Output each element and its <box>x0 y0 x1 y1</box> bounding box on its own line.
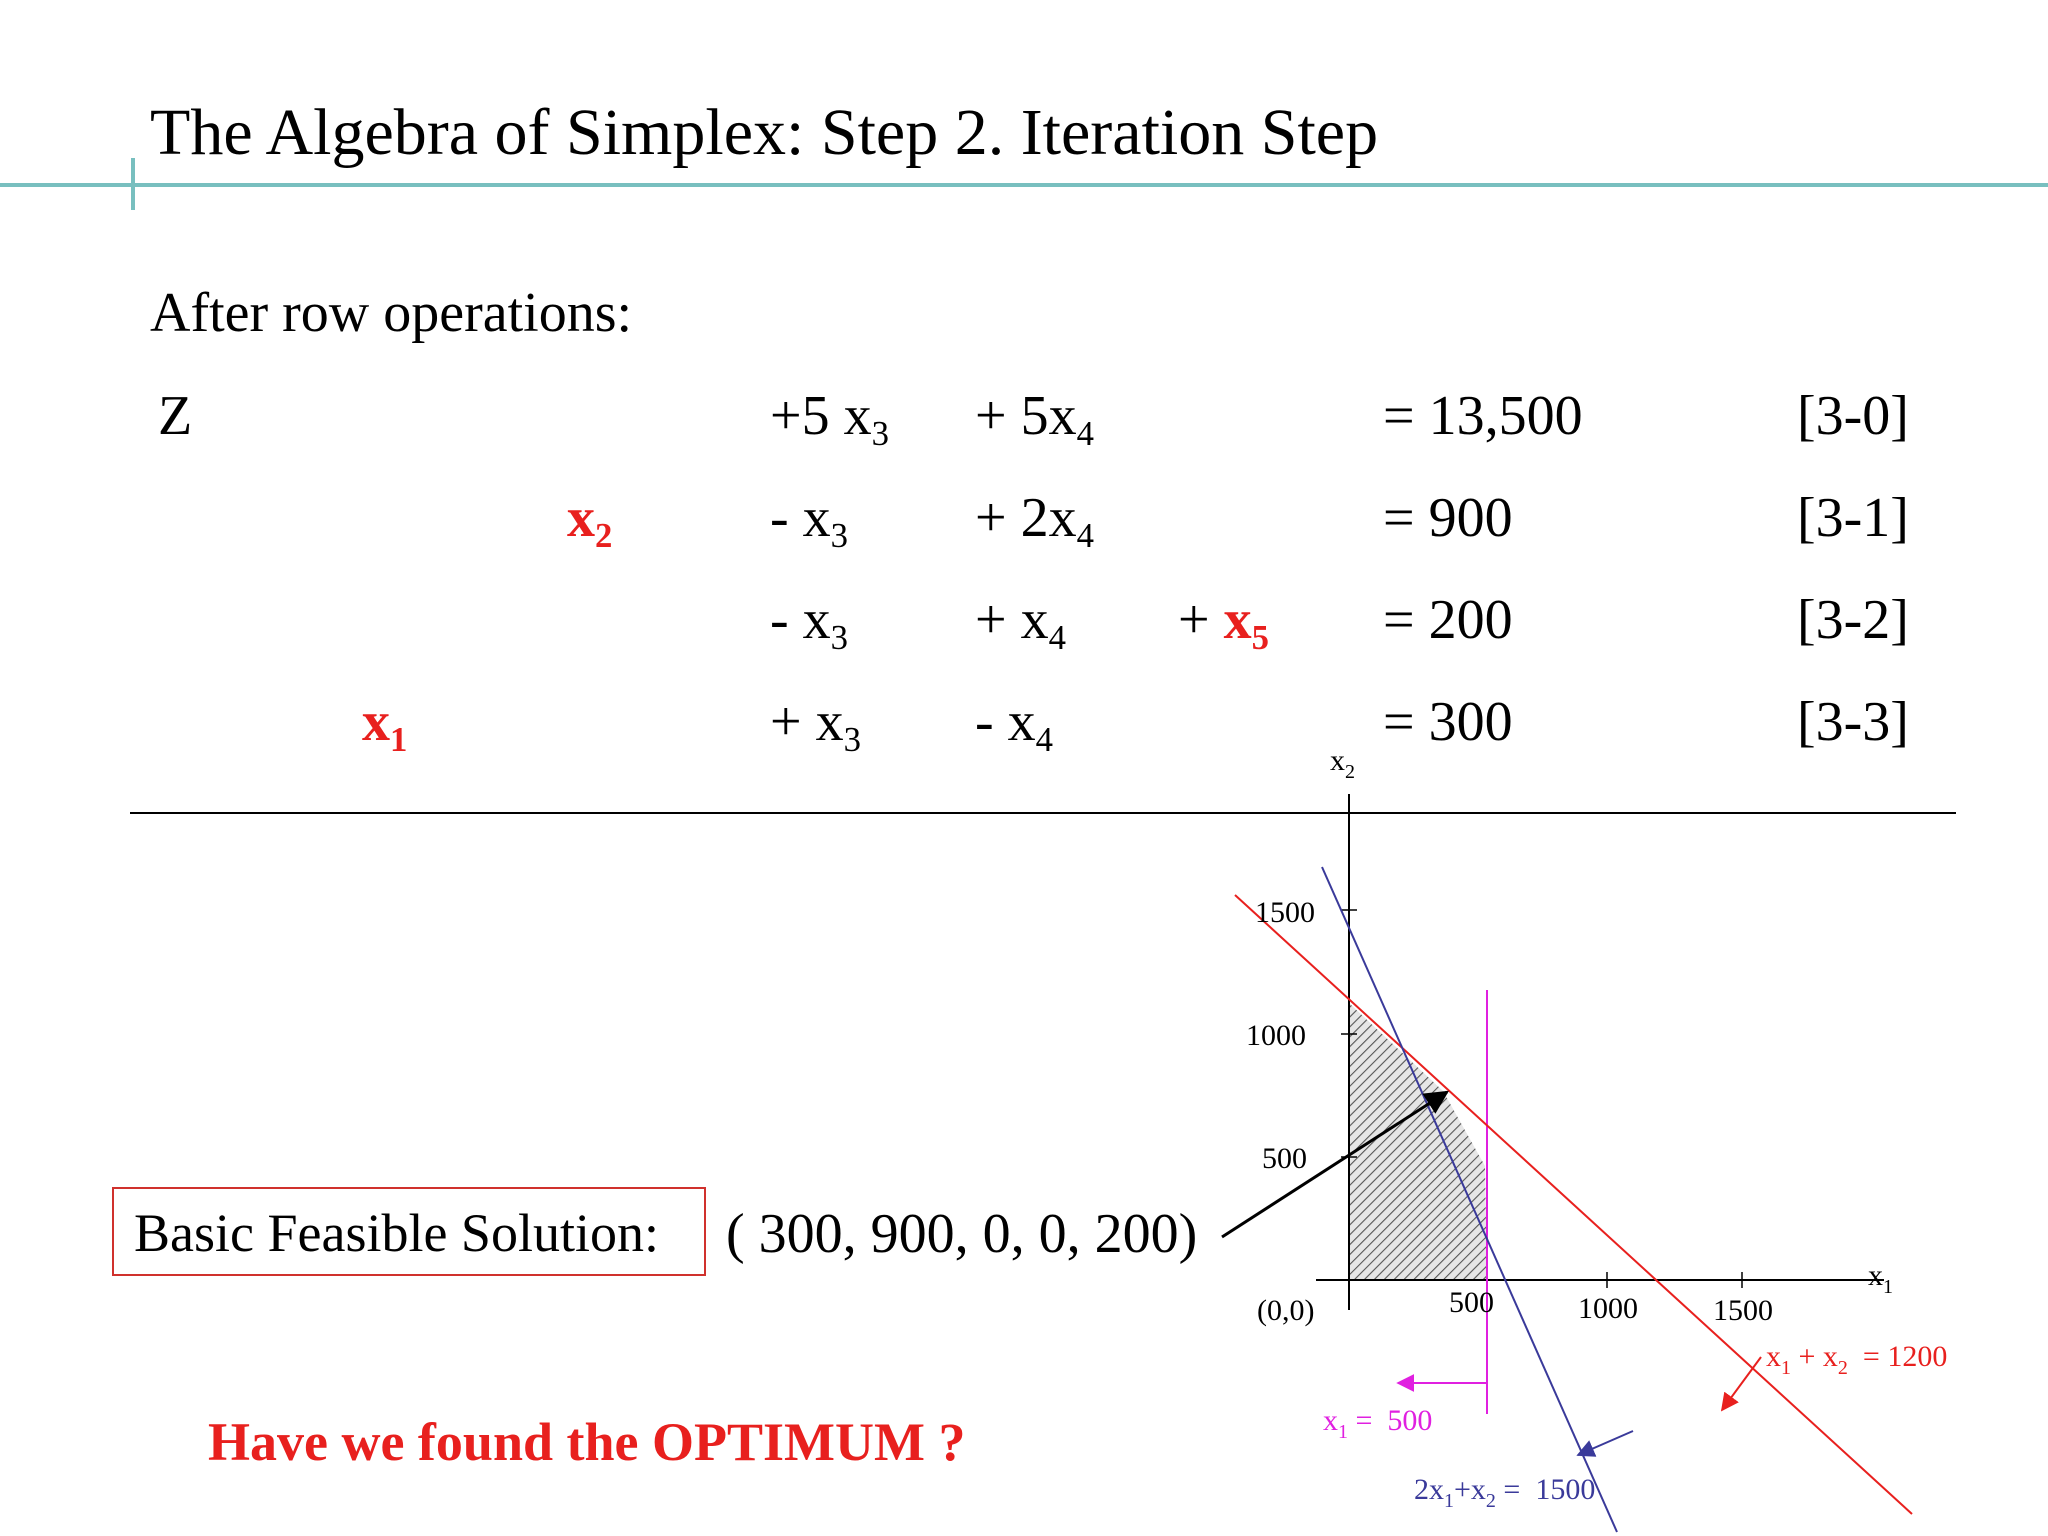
slide-title: The Algebra of Simplex: Step 2. Iteration Step <box>150 96 1379 169</box>
x4-term: - $x_4$ <box>975 691 1054 760</box>
x3-term: +5 $x_3$ <box>770 385 889 454</box>
x-tick-label: 500 <box>1449 1286 1494 1319</box>
optimum-question: Have we found the OPTIMUM ? <box>208 1412 966 1472</box>
x-tick-label: 1500 <box>1713 1294 1773 1327</box>
y-axis-label: $x_2$ <box>1330 744 1355 783</box>
z-variable: Z <box>158 385 193 447</box>
origin-label: (0,0) <box>1257 1294 1315 1327</box>
2x-direction-arrow <box>1578 1431 1633 1455</box>
equation-label: [3-1] <box>1797 487 1909 549</box>
rhs-value: = 300 <box>1383 691 1513 753</box>
bfs-value: ( 300, 900, 0, 0, 200) <box>726 1203 1198 1265</box>
equation-label: [3-2] <box>1797 589 1909 651</box>
x3-term: + $x_3$ <box>770 691 861 760</box>
equation-label: [3-3] <box>1797 691 1909 753</box>
basic-var-x1: $x_1$ <box>362 691 408 760</box>
x3-term: - $x_3$ <box>770 589 849 658</box>
constraint-label-2x1-plus-x2: $2x_1+x_2 = 1500$ <box>1414 1473 1596 1512</box>
basic-var-x2: $x_2$ <box>567 487 613 556</box>
x4-term: + $5x_4$ <box>975 385 1094 454</box>
rhs-value: = 13,500 <box>1383 385 1583 447</box>
y-tick-label: 1000 <box>1246 1019 1306 1052</box>
x-tick-label: 1000 <box>1578 1292 1638 1325</box>
rhs-value: = 200 <box>1383 589 1513 651</box>
constraint-label-x1-plus-x2: $x_1 + x_2 = 1200$ <box>1766 1340 1948 1379</box>
sum-direction-arrow <box>1722 1357 1761 1410</box>
bfs-label: Basic Feasible Solution: <box>134 1203 659 1263</box>
y-tick-label: 500 <box>1262 1142 1307 1175</box>
x3-term: - $x_3$ <box>770 487 849 556</box>
constraint-label-x1-500: $x_1 = 500$ <box>1323 1404 1433 1443</box>
x4-term: + $2x_4$ <box>975 487 1094 556</box>
rhs-value: = 900 <box>1383 487 1513 549</box>
equation-label: [3-0] <box>1797 385 1909 447</box>
x4-term: + $x_4$ <box>975 589 1066 658</box>
x5-term: + $x_5$ <box>1178 589 1269 658</box>
subtitle: After row operations: <box>150 282 633 344</box>
x-axis-label: $x_1$ <box>1868 1259 1893 1298</box>
y-tick-label: 1500 <box>1255 896 1315 929</box>
